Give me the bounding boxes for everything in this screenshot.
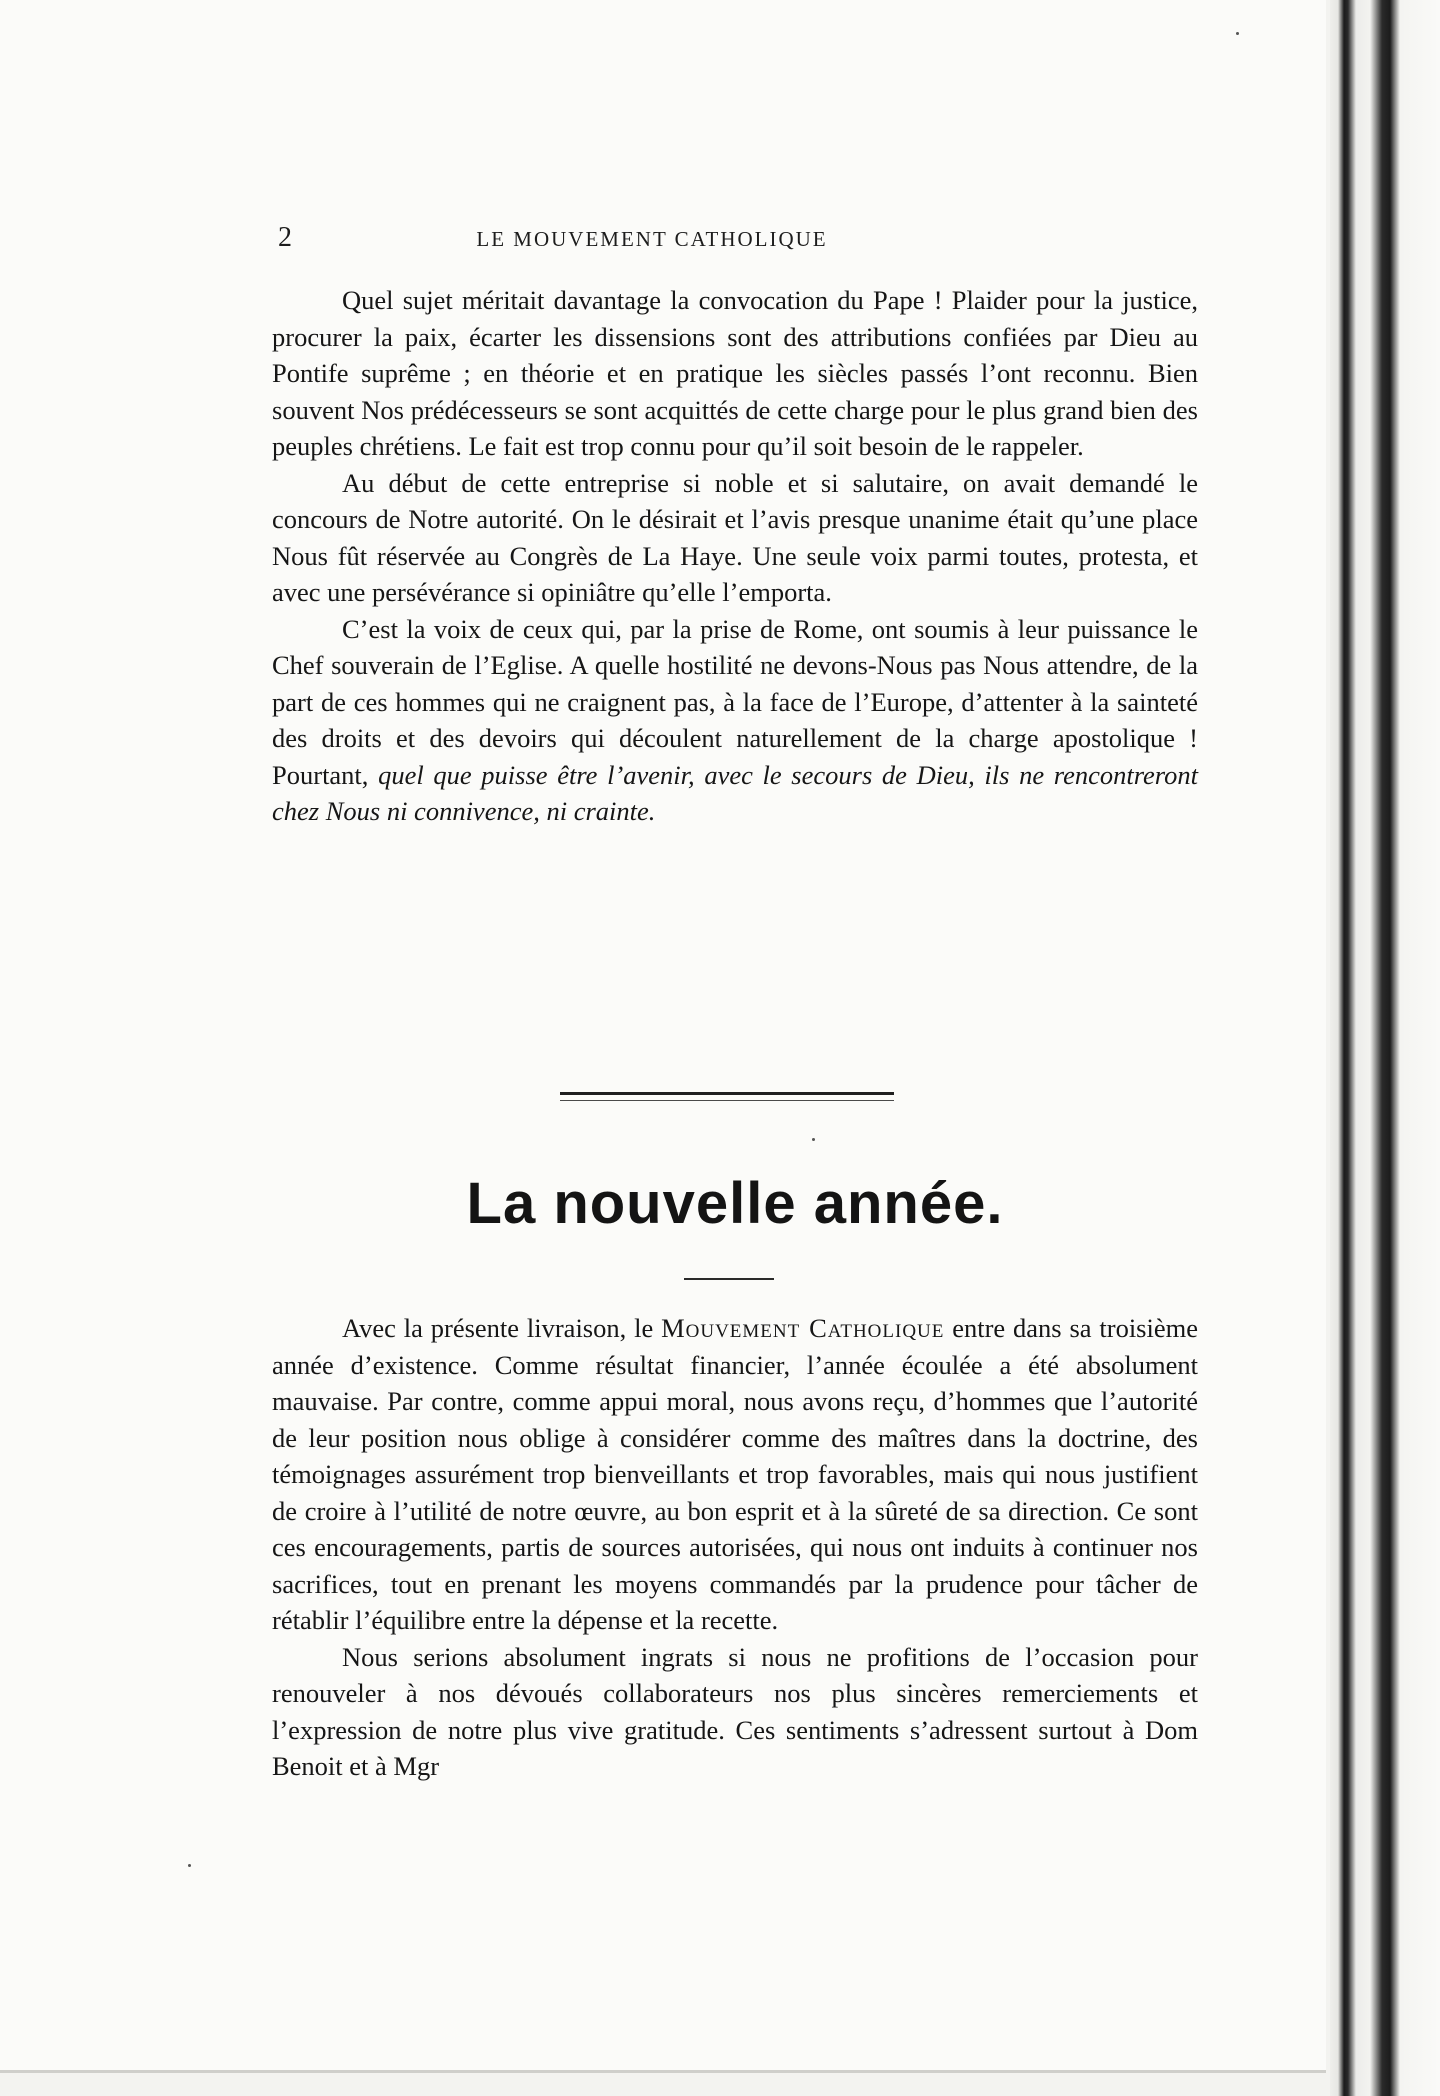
paragraph: Au début de cette entreprise si noble et si salutaire, on avait demandé le concours de Notre autorité. On le désirait et l’avis presque unanime était qu’une place Nous fût réservée au Congrès de La Haye. Une seule voix parmi toutes, protesta, et avec une persévérance si opiniâtre qu’elle l’emporta. — [272, 467, 1198, 607]
paragraph: Nous serions absolument ingrats si nous ne profitions de l’occasion pour renouveler à nos dévoués collaborateurs nos plus sincères remerciements et l’expression de notre plus vive gratitude. Ces sentiments s’adressent surtout à Dom Benoit et à Mgr — [272, 1641, 1198, 1781]
paragraph-text: Avec la présente livraison, le — [342, 1313, 662, 1343]
italic-quote: quel que puisse être l’avenir, avec le secours de Dieu, ils ne rencontreront chez Nous ni connivence, ni crainte. — [272, 759, 1198, 826]
paragraph — [272, 611, 1198, 830]
scan-speck — [812, 1138, 815, 1141]
title-underline-rule — [684, 1278, 774, 1280]
running-title: LE MOUVEMENT CATHOLIQUE — [476, 227, 828, 251]
page-edge-shadow — [1330, 0, 1440, 2096]
section-divider — [560, 1092, 894, 1101]
journal-name: Mouvement Catholique — [661, 1313, 945, 1343]
page-number: 2 — [278, 222, 292, 253]
paragraph-text: C’est la voix de ceux qui, par la prise de Rome, ont soumis à leur puissance le Chef souverain de l’Eglise. A quelle hostilité ne devons-Nous pas Nous attendre, de la part de ces hommes qui ne craignent pas, à la face de l’Europe, d’attenter à la sainteté des droits et des devoirs qui découlent naturellement de la charge apostolique ! Pourtant, — [272, 613, 1198, 790]
scan-speck — [188, 1864, 191, 1867]
letter-excerpt — [272, 282, 1198, 830]
running-head — [278, 222, 926, 254]
section-title: La nouvelle année. — [466, 1171, 1004, 1236]
divider-thick-rule — [560, 1092, 894, 1095]
scan-speck — [1236, 32, 1239, 35]
paragraph — [272, 1310, 1198, 1639]
article-body — [272, 1310, 1198, 1785]
paragraph: Quel sujet méritait davantage la convocation du Pape ! Plaider pour la justice, procurer la paix, écarter les dissensions sont des attributions confiées par Dieu au Pontife suprême ; en théorie et en pratique les siècles passés l’ont reconnu. Bien souvent Nos prédécesseurs se sont acquittés de cette charge pour le plus grand bien des peuples chrétiens. Le fait est trop connu pour qu’il soit besoin de le rappeler. — [272, 285, 1198, 461]
divider-thin-rule — [560, 1100, 894, 1101]
paragraph-text: entre dans sa troisième année d’existence. Comme résultat financier, l’année écoulée a été absolument mauvaise. Par contre, comme appui moral, nous avons reçu, d’hommes que l’autorité de leur position nous oblige à considérer comme des maîtres dans la doctrine, des témoignages assurément trop bienveillants et trop favorables, mais qui nous justifient de croire à l’utilité de notre œuvre, au bon esprit et à la sûreté de sa direction. Ce sont ces encouragements, partis de sources autorisées, qui nous ont induits à continuer nos sacrifices, tout en prenant les moyens commandés par la prudence pour tâcher de rétablir l’équilibre entre la dépense et la recette. — [272, 1313, 1198, 1635]
